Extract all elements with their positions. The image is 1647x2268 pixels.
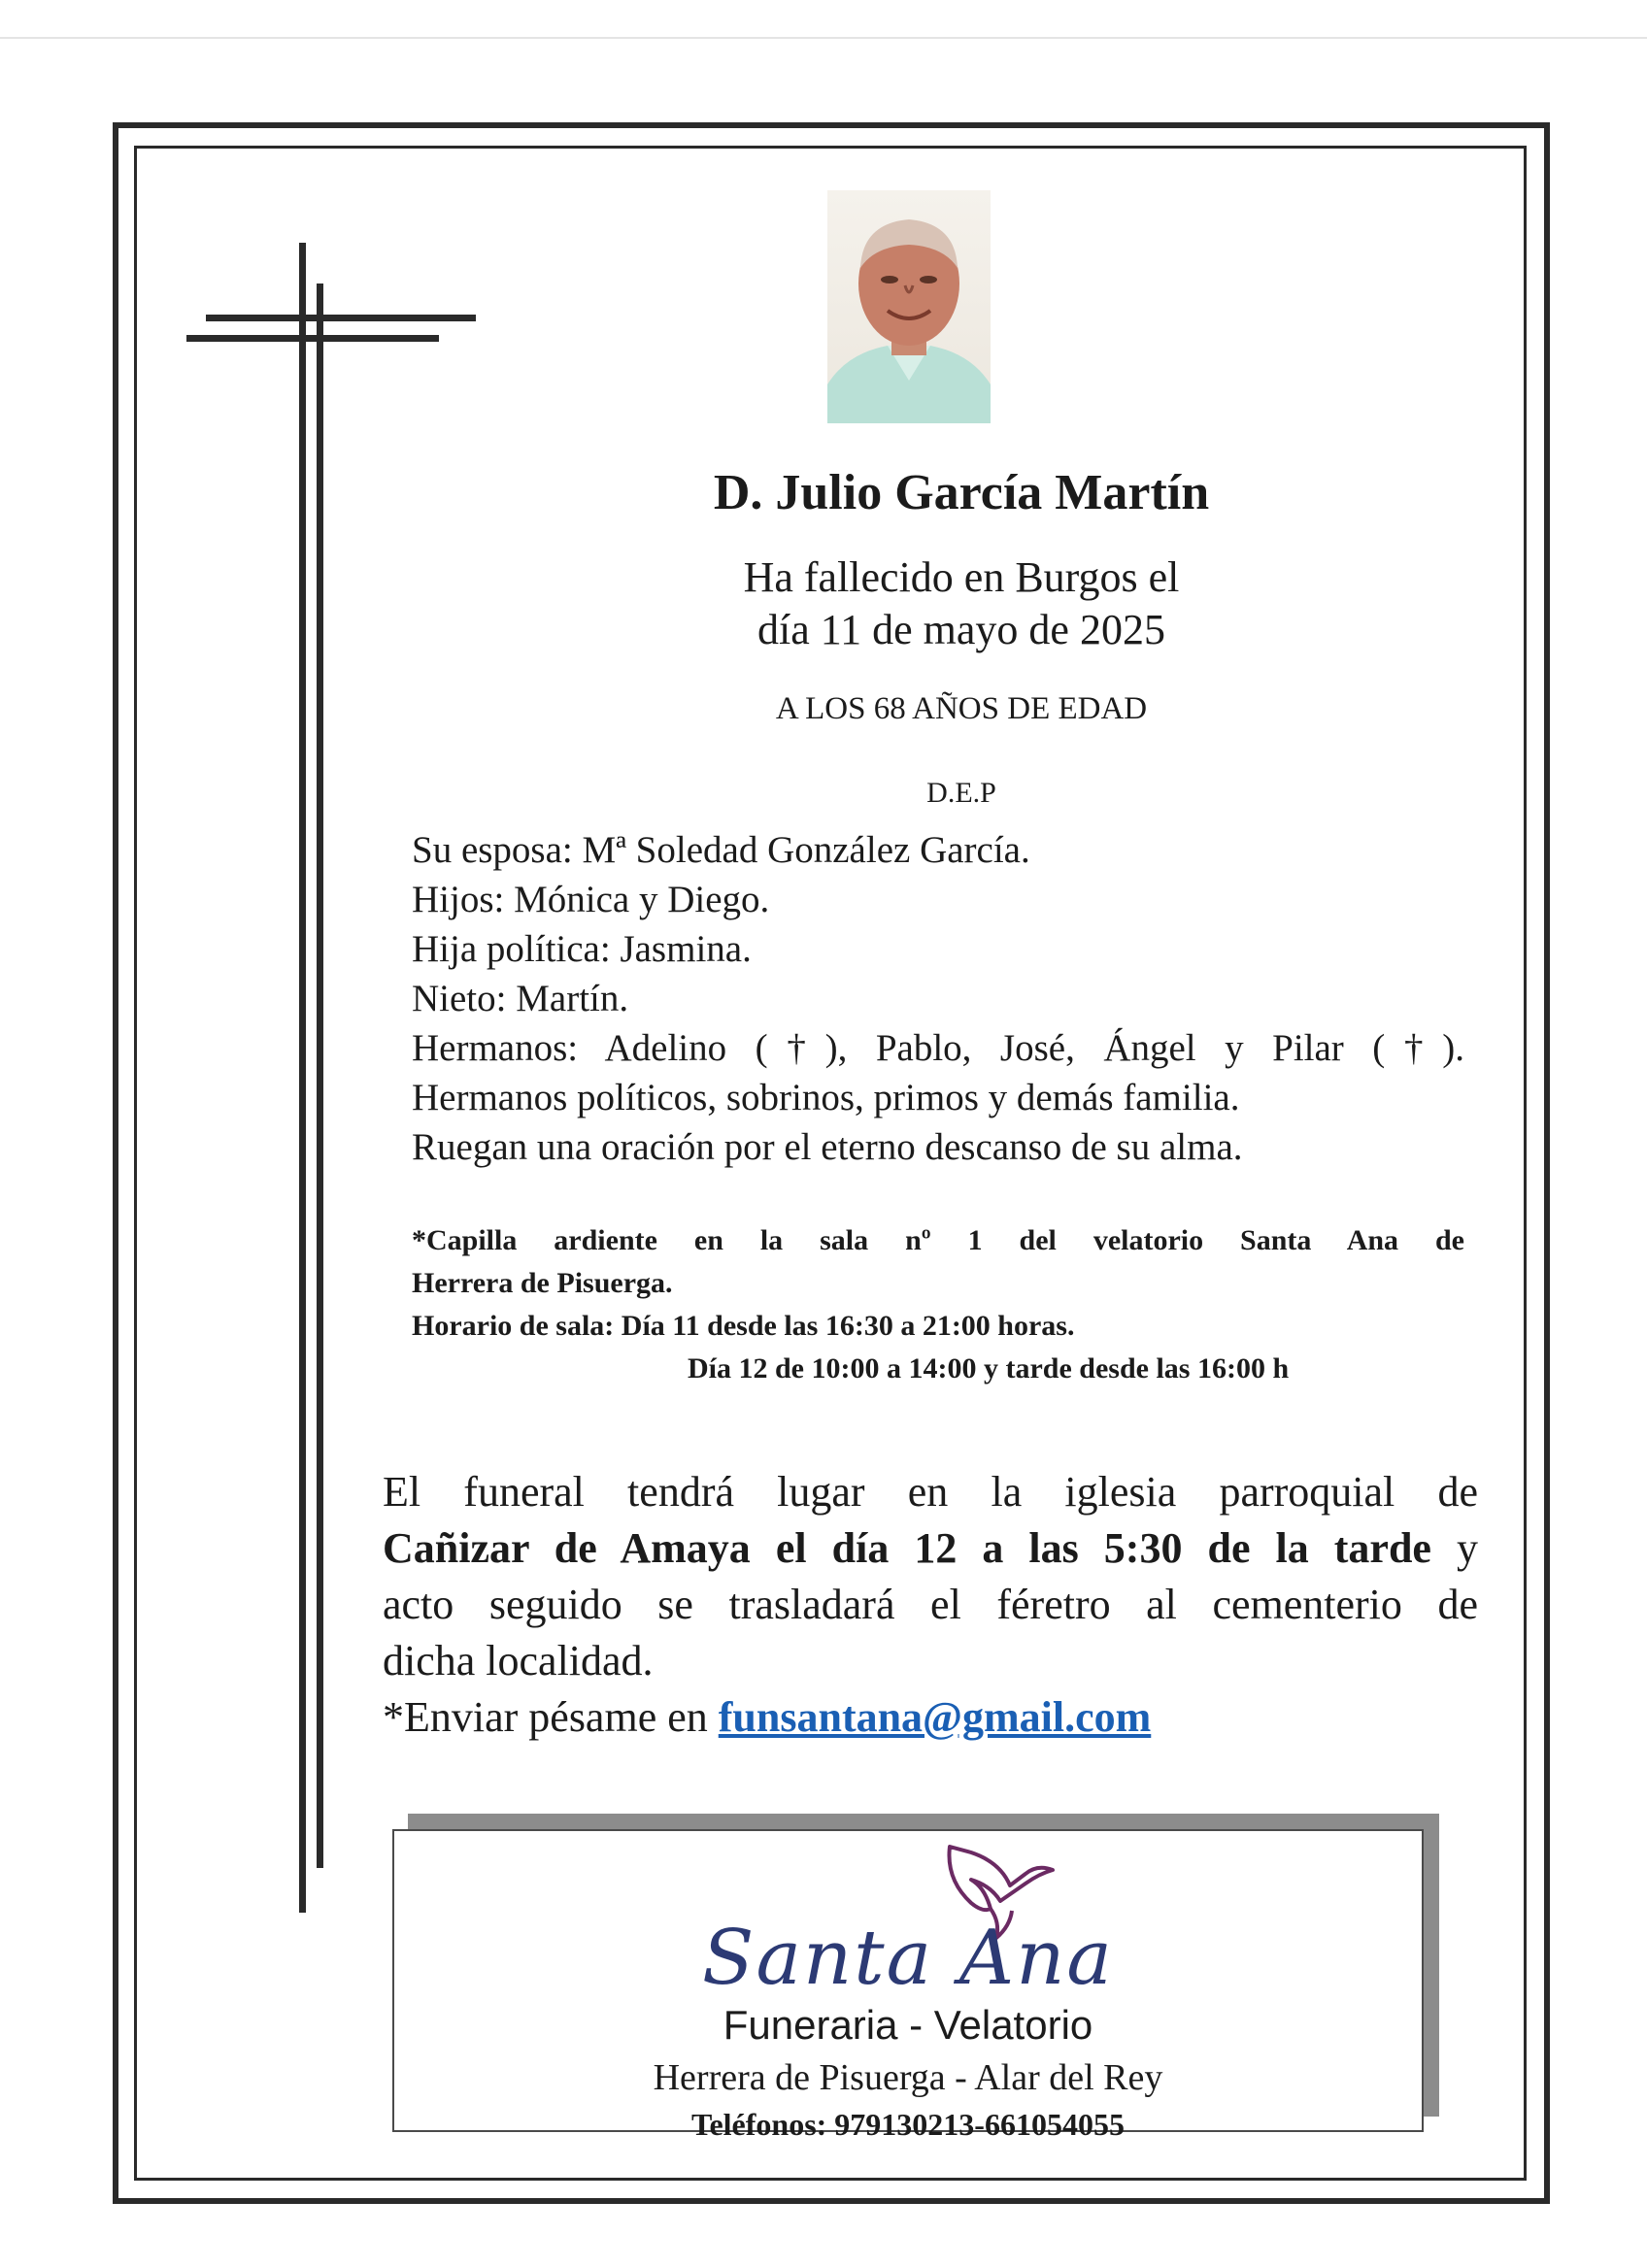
business-type: Funeraria - Velatorio <box>723 2002 1093 2048</box>
cross-vertical-bar-inner <box>317 284 323 1868</box>
chapel-hours-day12: Día 12 de 10:00 a 14:00 y tarde desde las 16:00 h <box>688 1352 1290 1384</box>
funeral-line-3: acto seguido se trasladará el féretro al cementerio de <box>383 1581 1478 1628</box>
funeral-line-4: dicha localidad. <box>383 1637 654 1684</box>
age-line: A LOS 68 AÑOS DE EDAD <box>775 691 1148 726</box>
chapel-line-1: *Capilla ardiente en la sala nº 1 del velatorio Santa Ana de <box>412 1224 1464 1256</box>
family-line-siblings: Hermanos: Adelino (†), Pablo, José, Ángel y Pilar (†). <box>412 1027 1464 1069</box>
family-list <box>412 825 1464 1172</box>
business-locations: Herrera de Pisuerga - Alar del Rey <box>653 2057 1163 2098</box>
deceased-name: D. Julio García Martín <box>713 465 1210 520</box>
condolence-line <box>383 1689 1478 1746</box>
top-rule <box>0 37 1647 39</box>
funeral-info <box>383 1464 1478 1746</box>
cross-horizontal-bar-inner <box>186 335 439 342</box>
funeral-place-time: Cañizar de Amaya el día 12 a las 5:30 de la tarde <box>383 1524 1431 1572</box>
death-place: Ha fallecido en Burgos el <box>743 553 1180 601</box>
death-notice <box>427 551 1496 656</box>
family-line-grandson: Nieto: Martín. <box>412 978 629 1019</box>
chapel-line-2: Herrera de Pisuerga. <box>412 1267 673 1299</box>
chapel-info <box>412 1219 1464 1390</box>
cross-horizontal-bar <box>206 315 476 321</box>
brand-logo: Santa Ana <box>702 1915 1114 2002</box>
portrait-photo <box>827 190 991 423</box>
funeral-line-2-rest: y <box>1430 1524 1479 1572</box>
death-date: día 11 de mayo de 2025 <box>757 606 1165 653</box>
family-line-extended: Hermanos políticos, sobrinos, primos y demás familia. <box>412 1077 1240 1118</box>
dep-line: D.E.P <box>926 777 996 809</box>
funeral-line-2 <box>383 1520 1478 1577</box>
cross-vertical-bar <box>299 243 306 1913</box>
condolence-email-link[interactable]: funsantana@gmail.com <box>718 1693 1152 1741</box>
condolence-prefix: *Enviar pésame en <box>383 1693 719 1741</box>
funeral-line-1: El funeral tendrá lugar en la iglesia parroquial de <box>383 1468 1478 1516</box>
family-line-children: Hijos: Mónica y Diego. <box>412 879 770 920</box>
business-phones: Teléfonos: 979130213-661054055 <box>691 2107 1125 2142</box>
family-line-prayer: Ruegan una oración por el eterno descanso de su alma. <box>412 1126 1243 1168</box>
chapel-hours-day11: Horario de sala: Día 11 desde las 16:30 a 21:00 horas. <box>412 1310 1075 1342</box>
family-line-daughter-in-law: Hija política: Jasmina. <box>412 928 752 970</box>
family-line-spouse: Su esposa: Mª Soledad González García. <box>412 829 1030 871</box>
